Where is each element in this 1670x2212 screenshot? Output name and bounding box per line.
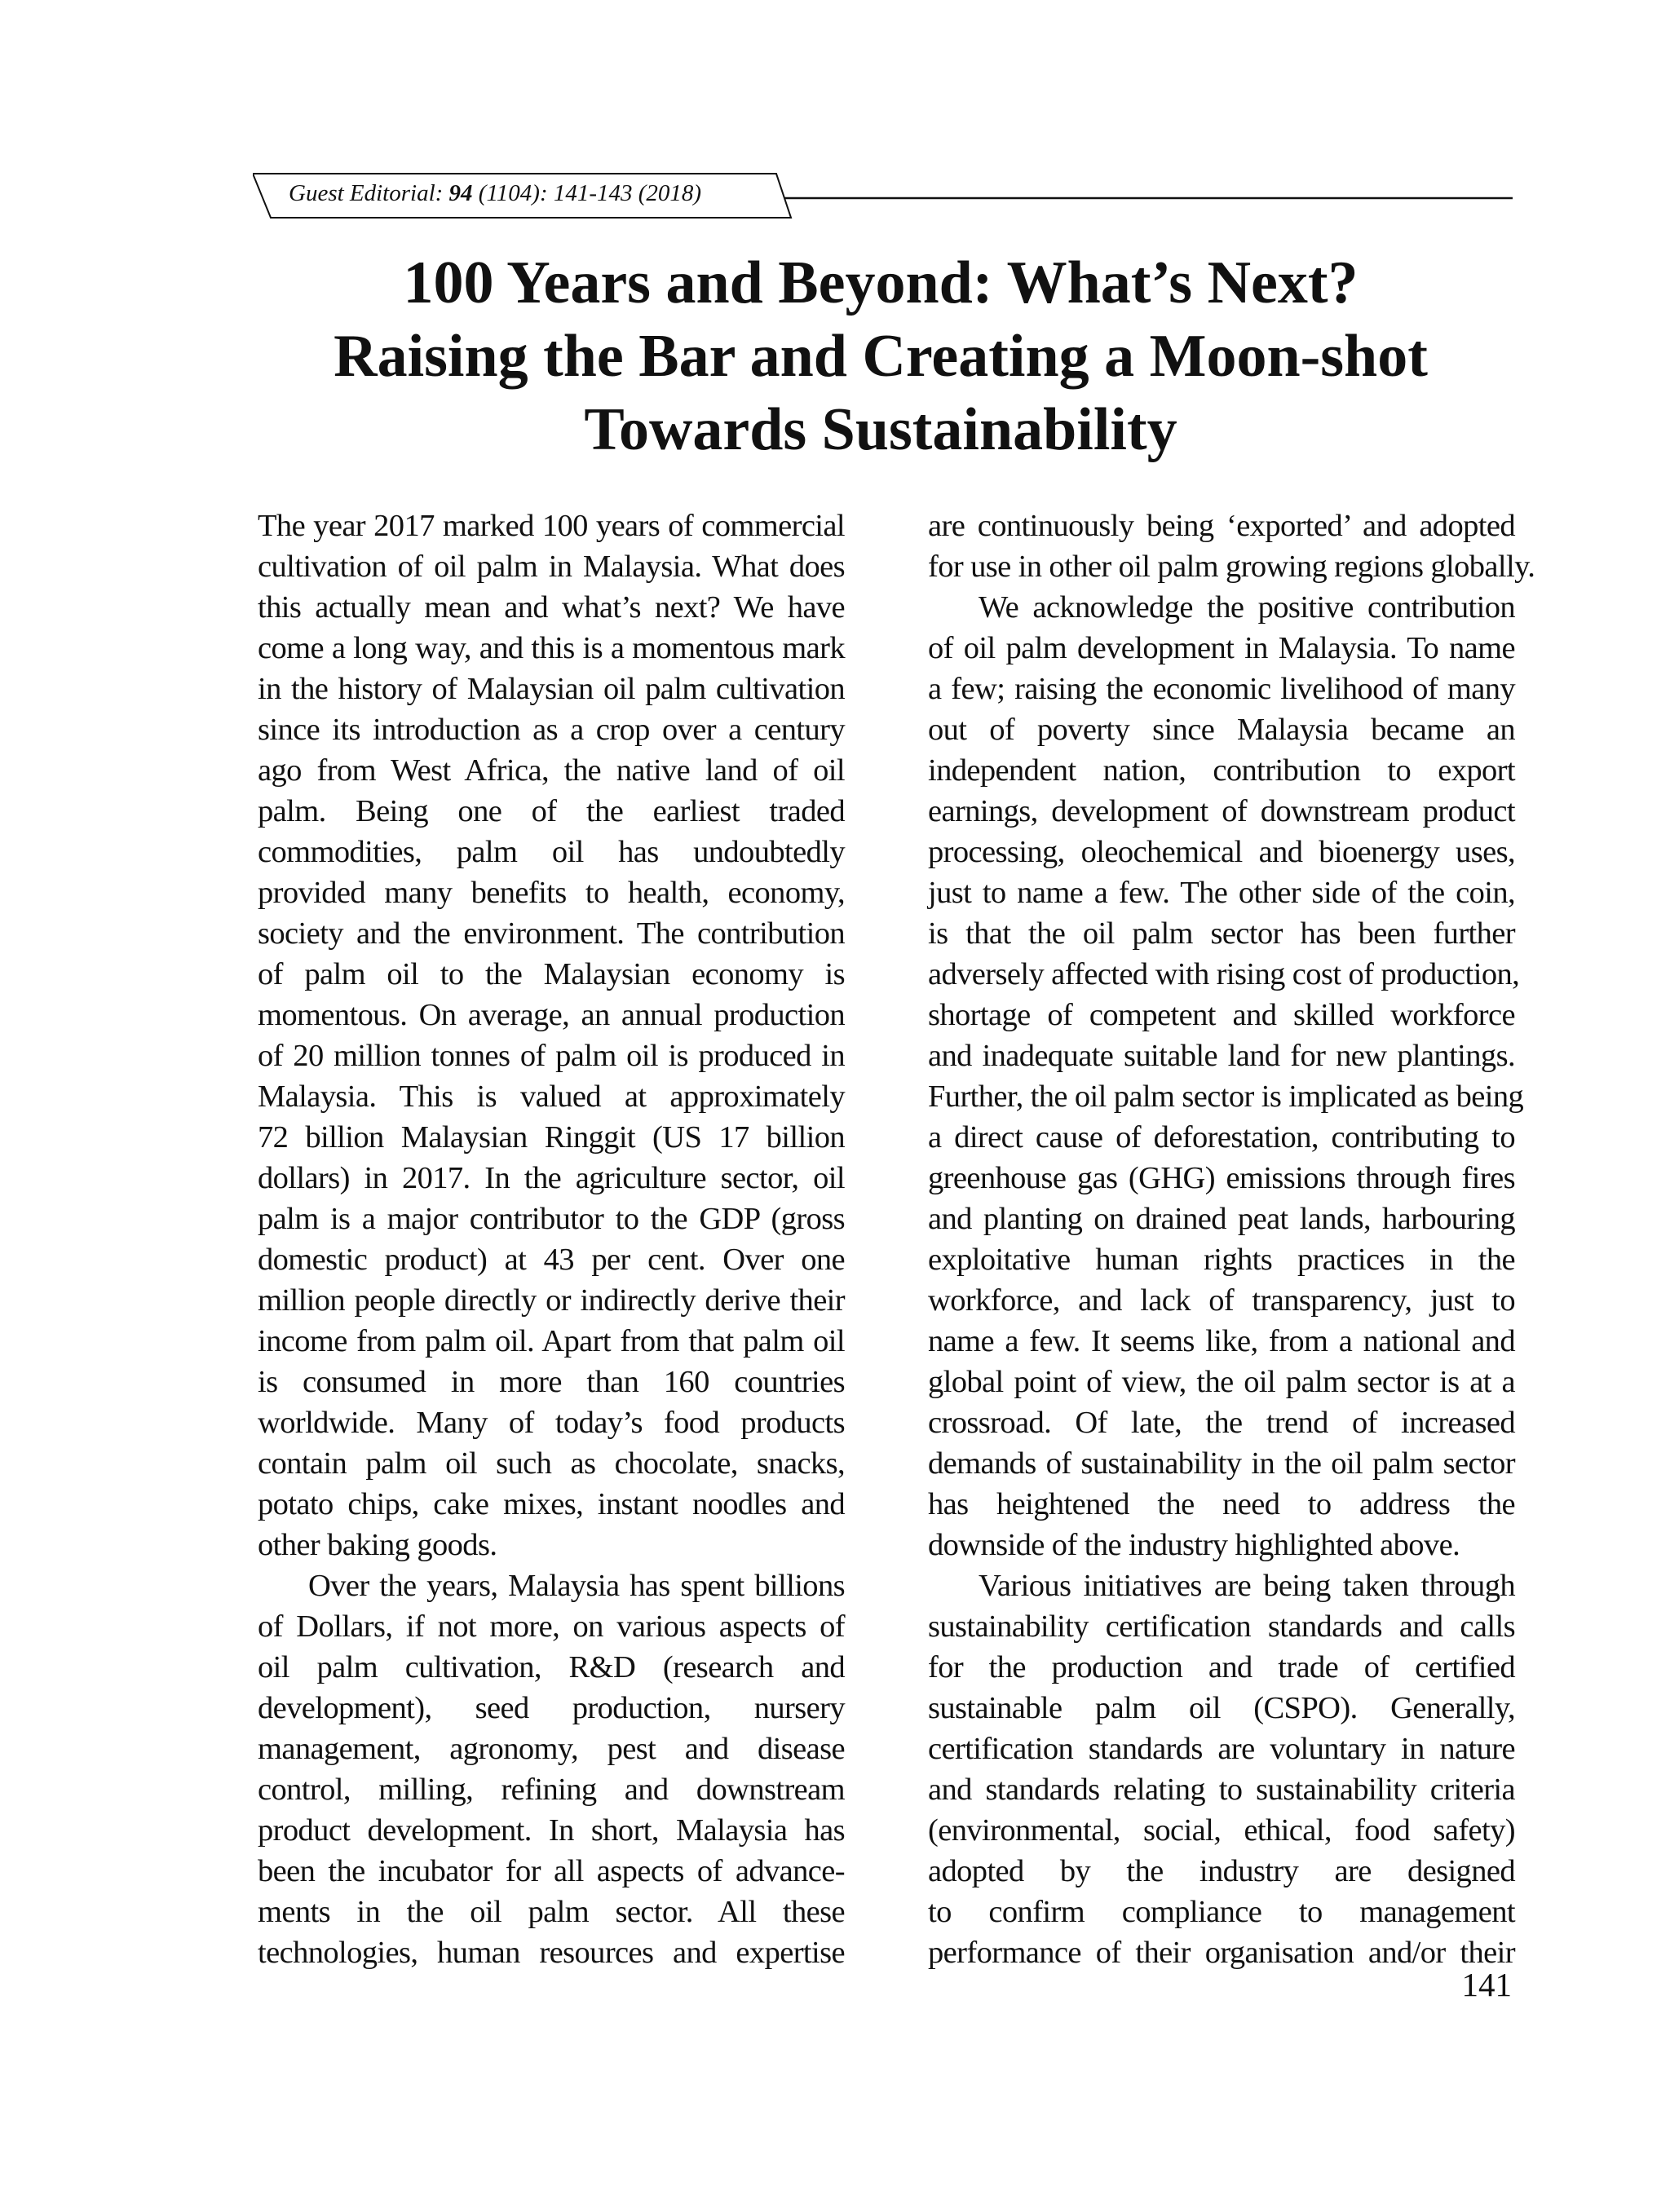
text-line: of Dollars, if not more, on various aspects of	[258, 1609, 845, 1644]
text-line: shortage of competent and skilled workforce	[928, 998, 1515, 1032]
text-line: sustainability certification standards and calls	[928, 1609, 1515, 1644]
citation-issue-pages: (1104): 141-143 (2018)	[472, 180, 702, 206]
text-line: worldwide. Many of today’s food products	[258, 1406, 845, 1440]
text-line: Over the years, Malaysia has spent billions	[308, 1569, 845, 1603]
text-line: greenhouse gas (GHG) emissions through fires	[928, 1161, 1515, 1195]
text-line: to confirm compliance to management	[928, 1895, 1515, 1929]
left-column	[258, 506, 845, 1973]
text-line: just to name a few. The other side of the coin,	[928, 876, 1515, 910]
text-line: provided many benefits to health, economy,	[258, 876, 845, 910]
text-line: exploitative human rights practices in the	[928, 1243, 1515, 1277]
text-line: (environmental, social, ethical, food safety)	[928, 1813, 1515, 1848]
text-line: technologies, human resources and expertise	[258, 1936, 845, 1970]
page-number: 141	[1461, 1966, 1512, 2003]
text-line: performance of their organisation and/or their	[928, 1936, 1515, 1970]
text-line: certification standards are voluntary in nature	[928, 1732, 1515, 1766]
text-line: a direct cause of deforestation, contributing to	[928, 1120, 1515, 1155]
text-line: this actually mean and what’s next? We have	[258, 590, 845, 625]
text-line: ments in the oil palm sector. All these	[258, 1895, 845, 1929]
text-line: and standards relating to sustainability criteria	[928, 1773, 1515, 1807]
text-line: Further, the oil palm sector is implicated as being	[928, 1080, 1524, 1114]
text-line: name a few. It seems like, from a national and	[928, 1324, 1515, 1358]
text-line: come a long way, and this is a momentous mark	[258, 631, 845, 665]
text-line: palm is a major contributor to the GDP (gross	[258, 1202, 845, 1236]
text-line: of 20 million tonnes of palm oil is produced in	[258, 1039, 845, 1073]
text-line: We acknowledge the positive contribution	[979, 590, 1515, 625]
text-line: in the history of Malaysian oil palm cultivation	[258, 672, 845, 706]
citation-volume: 94	[448, 180, 473, 206]
text-line: and planting on drained peat lands, harbouring	[928, 1202, 1515, 1236]
text-line: been the incubator for all aspects of advance-	[258, 1854, 845, 1888]
text-line: million people directly or indirectly derive their	[258, 1283, 845, 1318]
text-line: other baking goods.	[258, 1528, 497, 1562]
title-line-2: Raising the Bar and Creating a Moon-shot	[334, 323, 1428, 390]
text-line: workforce, and lack of transparency, just to	[928, 1283, 1515, 1318]
text-line: palm. Being one of the earliest traded	[258, 794, 845, 828]
text-line: independent nation, contribution to export	[928, 753, 1515, 788]
text-line: contain palm oil such as chocolate, snacks,	[258, 1446, 845, 1481]
text-line: oil palm cultivation, R&D (research and	[258, 1650, 845, 1684]
text-line: adversely affected with rising cost of production,	[928, 957, 1520, 991]
text-line: is that the oil palm sector has been further	[928, 916, 1515, 951]
text-line: since its introduction as a crop over a century	[258, 713, 845, 747]
text-line: cultivation of oil palm in Malaysia. What does	[258, 550, 845, 584]
text-line: The year 2017 marked 100 years of commercial	[258, 509, 845, 543]
text-line: downside of the industry highlighted above.	[928, 1528, 1460, 1562]
text-line: dollars) in 2017. In the agriculture sector, oil	[258, 1161, 845, 1195]
text-line: domestic product) at 43 per cent. Over one	[258, 1243, 845, 1277]
text-line: global point of view, the oil palm sector is at a	[928, 1365, 1515, 1399]
text-line: momentous. On average, an annual production	[258, 998, 845, 1032]
text-line: are continuously being ‘exported’ and adopted	[928, 509, 1515, 543]
text-line: Various initiatives are being taken through	[979, 1569, 1515, 1603]
citation-prefix: Guest Editorial:	[289, 180, 449, 206]
text-line: sustainable palm oil (CSPO). Generally,	[928, 1691, 1515, 1725]
title-line-1: 100 Years and Beyond: What’s Next?	[403, 249, 1359, 316]
text-line: management, agronomy, pest and disease	[258, 1732, 845, 1766]
text-line: of palm oil to the Malaysian economy is	[258, 957, 845, 991]
text-line: for the production and trade of certified	[928, 1650, 1515, 1684]
text-line: has heightened the need to address the	[928, 1487, 1515, 1521]
text-line: of oil palm development in Malaysia. To name	[928, 631, 1515, 665]
text-line: commodities, palm oil has undoubtedly	[258, 835, 845, 869]
text-line: society and the environment. The contribution	[258, 916, 845, 951]
text-line: potato chips, cake mixes, instant noodles and	[258, 1487, 845, 1521]
text-line: processing, oleochemical and bioenergy uses,	[928, 835, 1515, 869]
text-line: for use in other oil palm growing regions globally.	[928, 550, 1535, 584]
running-header	[253, 167, 1513, 224]
text-line: product development. In short, Malaysia has	[258, 1813, 845, 1848]
right-column	[928, 506, 1535, 1973]
text-line: and inadequate suitable land for new plantings.	[928, 1039, 1515, 1073]
text-line: 72 billion Malaysian Ringgit (US 17 billion	[258, 1120, 845, 1155]
text-line: control, milling, refining and downstream	[258, 1773, 845, 1807]
journal-citation	[289, 180, 701, 207]
text-line: demands of sustainability in the oil palm sector	[928, 1446, 1515, 1481]
text-line: is consumed in more than 160 countries	[258, 1365, 845, 1399]
text-line: out of poverty since Malaysia became an	[928, 713, 1515, 747]
article-title	[245, 246, 1517, 466]
text-line: crossroad. Of late, the trend of increased	[928, 1406, 1515, 1440]
text-line: adopted by the industry are designed	[928, 1854, 1515, 1888]
text-line: earnings, development of downstream product	[928, 794, 1515, 828]
text-line: income from palm oil. Apart from that palm oil	[258, 1324, 845, 1358]
title-line-3: Towards Sustainability	[584, 396, 1177, 463]
text-line: Malaysia. This is valued at approximately	[258, 1080, 845, 1114]
text-line: development), seed production, nursery	[258, 1691, 845, 1725]
text-line: ago from West Africa, the native land of oil	[258, 753, 845, 788]
text-line: a few; raising the economic livelihood of many	[928, 672, 1515, 706]
